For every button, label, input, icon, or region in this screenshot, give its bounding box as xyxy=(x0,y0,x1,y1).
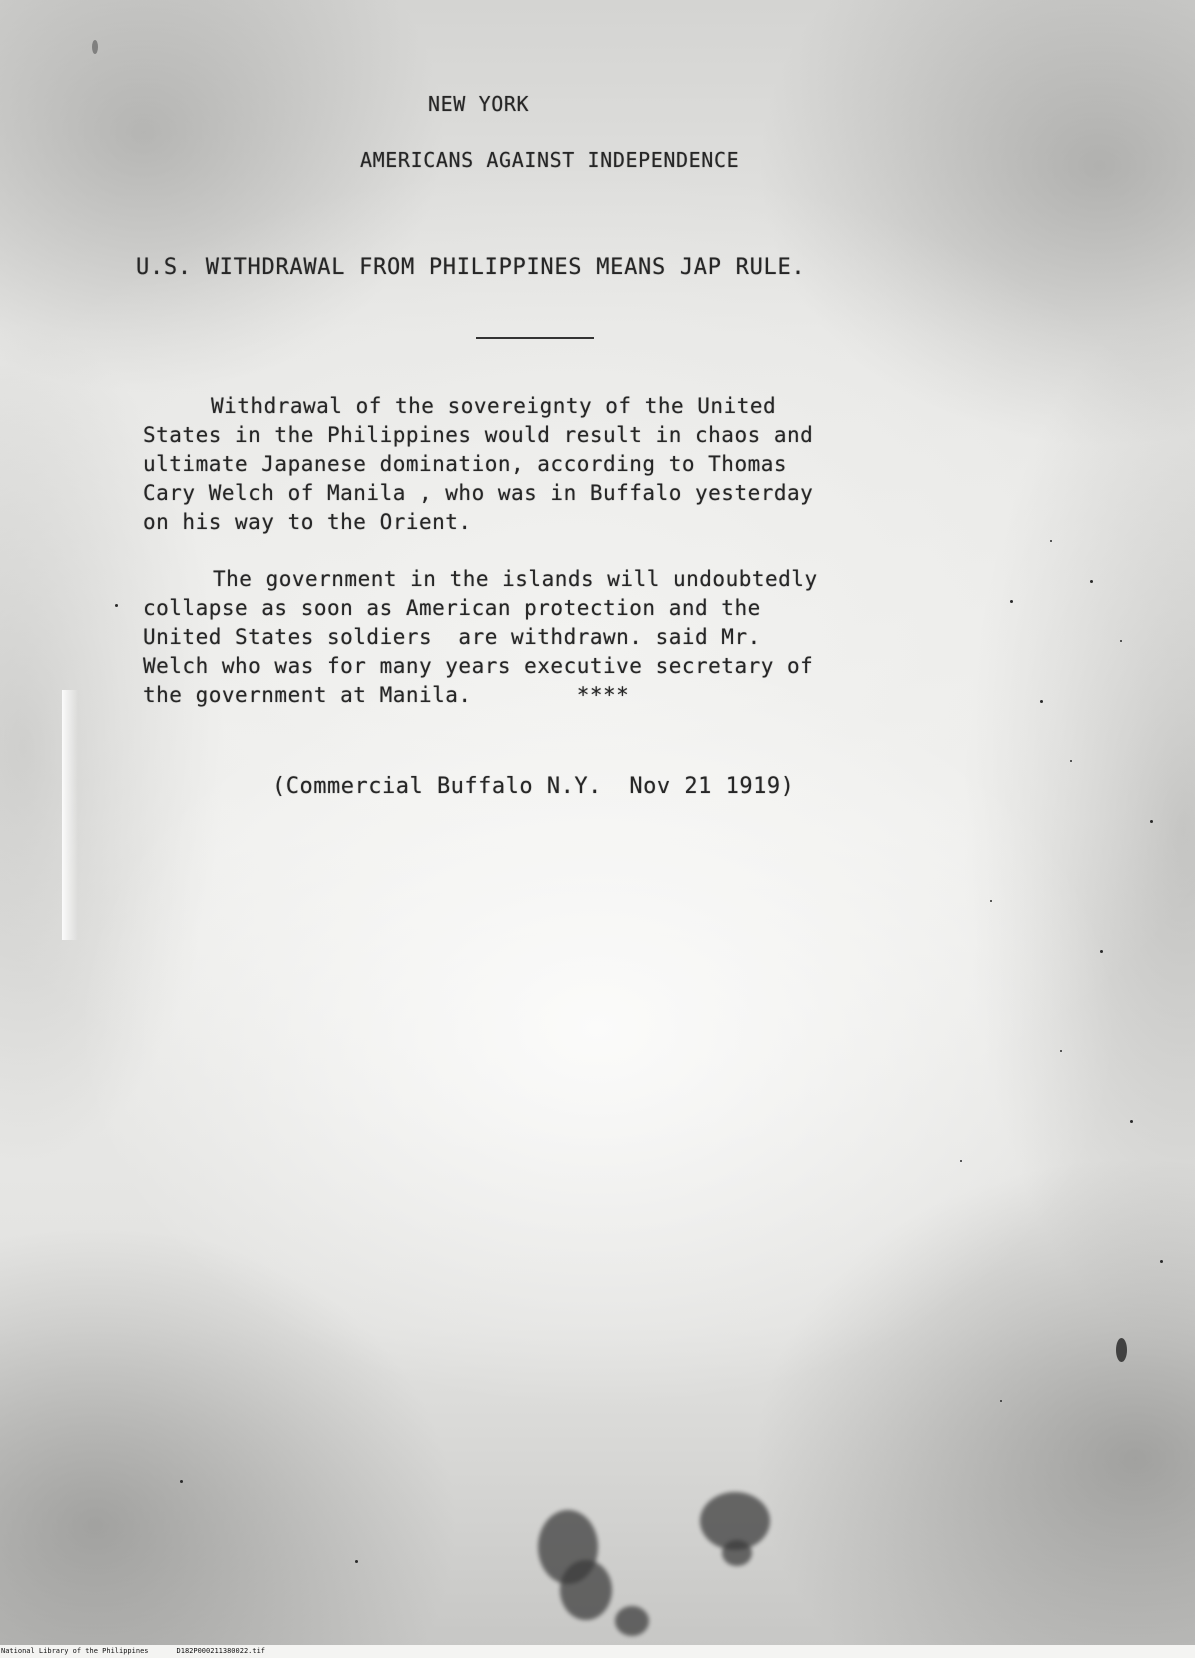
corner-mark xyxy=(92,40,98,54)
paragraph1-line: States in the Philippines would result in chaos and xyxy=(143,423,814,447)
ink-stain xyxy=(615,1606,649,1636)
paragraph2-line: The government in the islands will undoubtedly xyxy=(213,567,818,591)
scan-footer xyxy=(0,1645,1195,1658)
speck xyxy=(1010,600,1013,603)
paragraph2-line: Welch who was for many years executive secretary of xyxy=(143,654,814,678)
speck xyxy=(960,1160,962,1162)
footer-filename: D182P000211380022.tif xyxy=(176,1647,266,1655)
speck xyxy=(1040,700,1043,703)
source-citation: (Commercial Buffalo N.Y. Nov 21 1919) xyxy=(272,774,795,799)
speck xyxy=(1050,540,1052,542)
section-heading: AMERICANS AGAINST INDEPENDENCE xyxy=(360,148,740,172)
speck xyxy=(990,900,992,902)
ink-spot xyxy=(1116,1338,1127,1362)
footer-institution: National Library of the Philippines xyxy=(1,1647,149,1655)
speck xyxy=(1100,950,1103,953)
speck xyxy=(1150,820,1153,823)
speck xyxy=(1090,580,1093,583)
ink-stain xyxy=(560,1560,612,1620)
speck xyxy=(1160,1260,1163,1263)
paragraph1-line: Cary Welch of Manila , who was in Buffalo yesterday xyxy=(143,481,814,505)
headline: U.S. WITHDRAWAL FROM PHILIPPINES MEANS JAP RULE. xyxy=(136,255,806,280)
speck xyxy=(355,1560,358,1563)
speck xyxy=(180,1480,183,1483)
paragraph2-line: the government at Manila. **** xyxy=(143,683,630,707)
speck xyxy=(1120,640,1122,642)
speck xyxy=(115,604,118,607)
paragraph2-line: United States soldiers are withdrawn. said Mr. xyxy=(143,625,761,649)
paragraph1-line: Withdrawal of the sovereignty of the United xyxy=(211,394,777,418)
speck xyxy=(1000,1400,1002,1402)
speck xyxy=(1070,760,1072,762)
speck xyxy=(1130,1120,1133,1123)
location-header: NEW YORK xyxy=(428,92,530,116)
page-edge-highlight xyxy=(62,690,78,940)
headline-divider xyxy=(476,337,594,339)
paragraph2-line: collapse as soon as American protection and the xyxy=(143,596,761,620)
paragraph1-line: ultimate Japanese domination, according to Thomas xyxy=(143,452,788,476)
speck xyxy=(1060,1050,1062,1052)
ink-stain xyxy=(722,1540,752,1566)
paragraph1-line: on his way to the Orient. xyxy=(143,510,472,534)
